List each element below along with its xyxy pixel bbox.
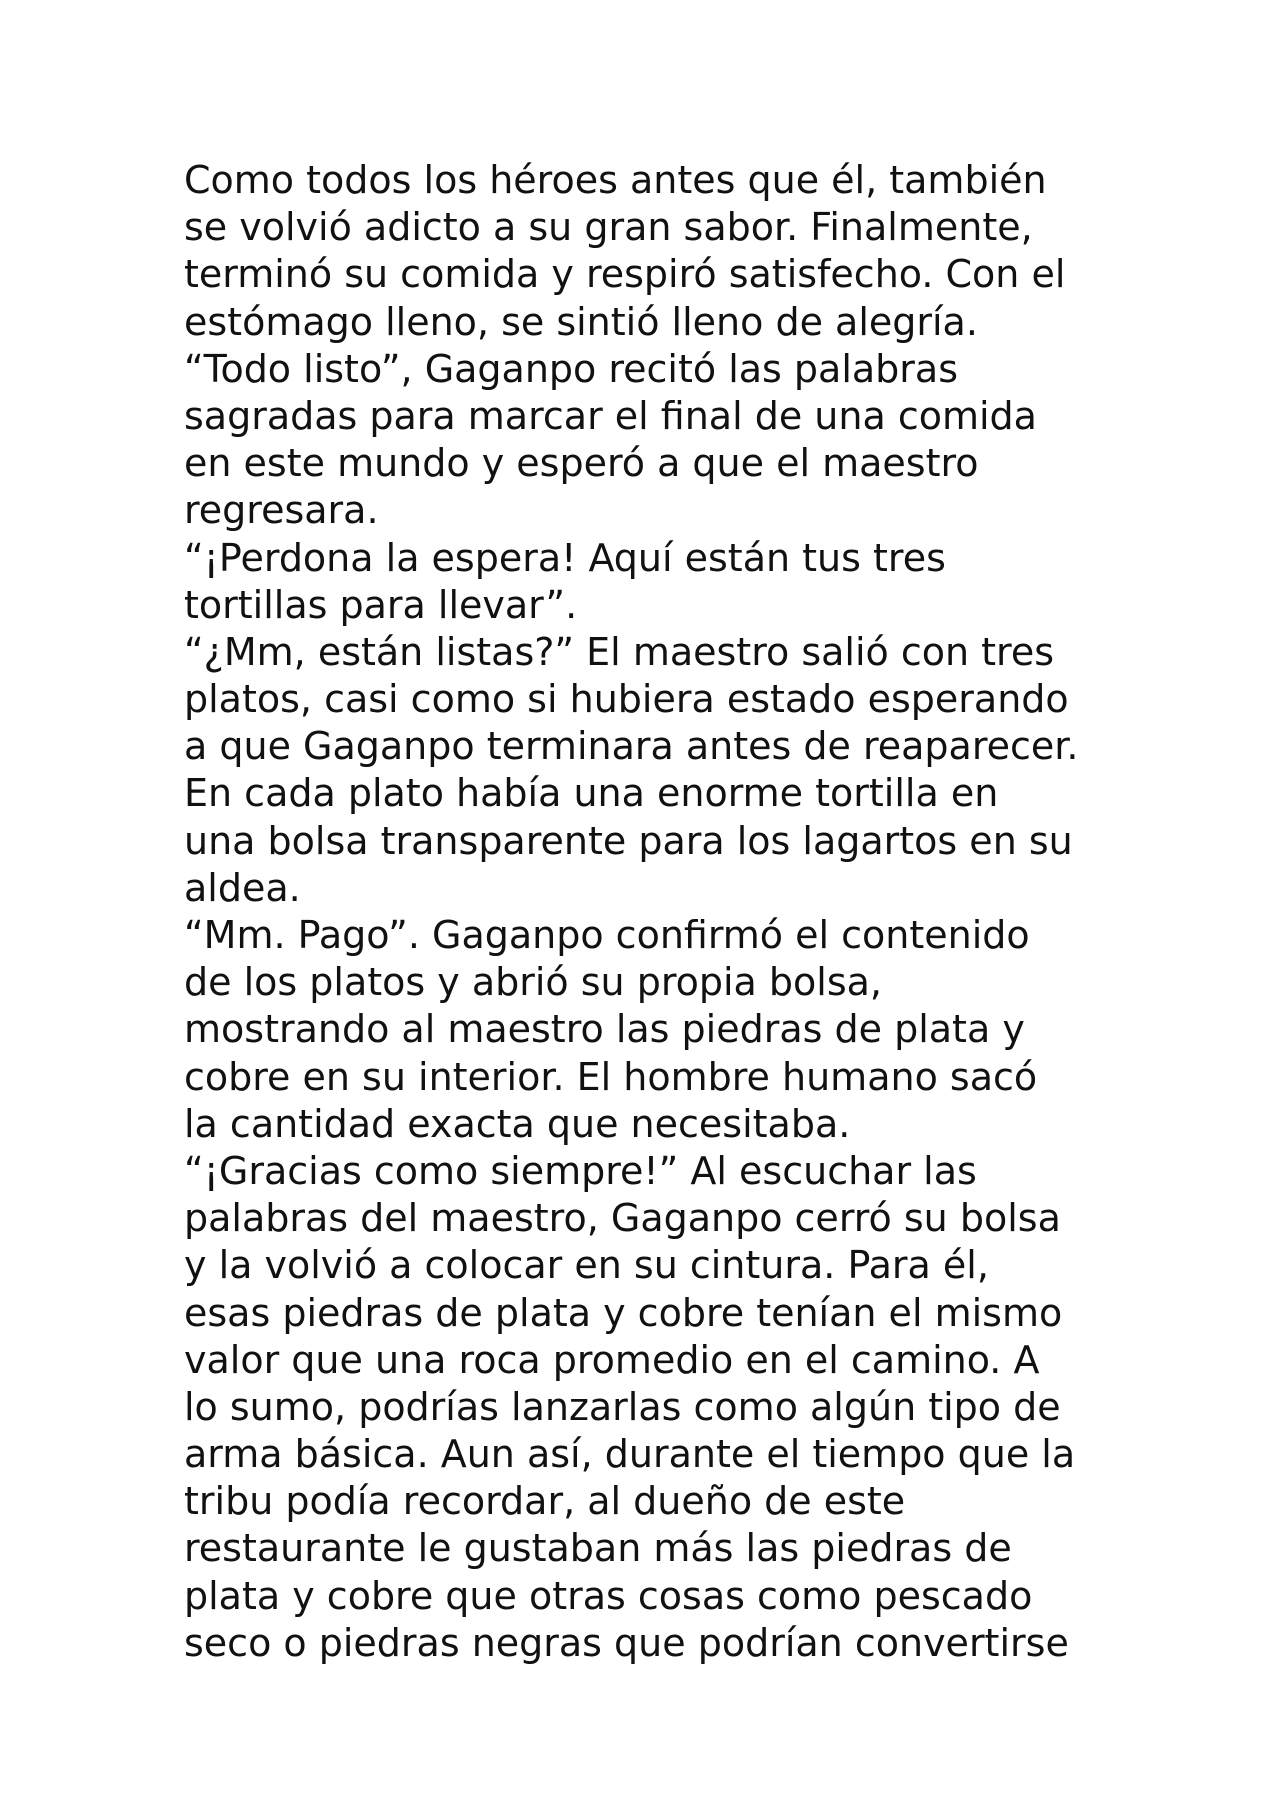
text-line: En cada plato había una enorme tortilla en [184,771,999,816]
text-line: regresara. [184,488,379,533]
text-line: sagradas para marcar el final de una comida [184,393,1037,438]
text-line: una bolsa transparente para los lagartos en su [184,818,1073,863]
text-line: la cantidad exacta que necesitaba. [184,1101,851,1146]
text-line: tribu podía recordar, al dueño de este [184,1479,906,1524]
text-line: valor que una roca promedio en el camino. A [184,1337,1040,1382]
text-line: palabras del maestro, Gaganpo cerró su bolsa [184,1196,1061,1241]
text-line: plata y cobre que otras cosas como pescado [184,1573,1033,1618]
text-line: lo sumo, podrías lanzarlas como algún tipo de [184,1384,1061,1429]
text-line: seco o piedras negras que podrían convertirse [184,1620,1069,1665]
text-line: “Mm. Pago”. Gaganpo confirmó el contenido [184,913,1030,957]
text-line: a que Gaganpo terminara antes de reaparecer. [184,724,1079,769]
document-body [184,157,1124,1667]
text-line: “¡Gracias como siempre!” Al escuchar las [184,1148,977,1193]
text-line: restaurante le gustaban más las piedras de [184,1526,1012,1571]
text-line: “¡Perdona la espera! Aquí están tus tres [184,535,946,580]
text-line: de los platos y abrió su propia bolsa, [184,960,882,1005]
text-line: se volvió adicto a su gran sabor. Finalmente, [184,205,1033,250]
text-line: esas piedras de plata y cobre tenían el mismo [184,1290,1063,1335]
text-line: mostrando al maestro las piedras de plata y [184,1007,1025,1052]
text-line: cobre en su interior. El hombre humano sacó [184,1054,1038,1099]
text-line: platos, casi como si hubiera estado esperando [184,677,1069,722]
text-line: arma básica. Aun así, durante el tiempo que la [184,1432,1076,1477]
text-line: Como todos los héroes antes que él, también [184,158,1047,202]
text-line: en este mundo y esperó a que el maestro [184,441,979,486]
text-line: “Todo listo”, Gaganpo recitó las palabras [184,346,959,391]
text-line: terminó su comida y respiró satisfecho. Con el [184,252,1066,297]
text-line: estómago lleno, se sintió lleno de alegría. [184,299,978,344]
text-line: tortillas para llevar”. [184,582,578,627]
text-line: “¿Mm, están listas?” El maestro salió con tres [184,629,1055,674]
text-line: y la volvió a colocar en su cintura. Para él, [184,1243,989,1288]
text-line: aldea. [184,865,301,910]
